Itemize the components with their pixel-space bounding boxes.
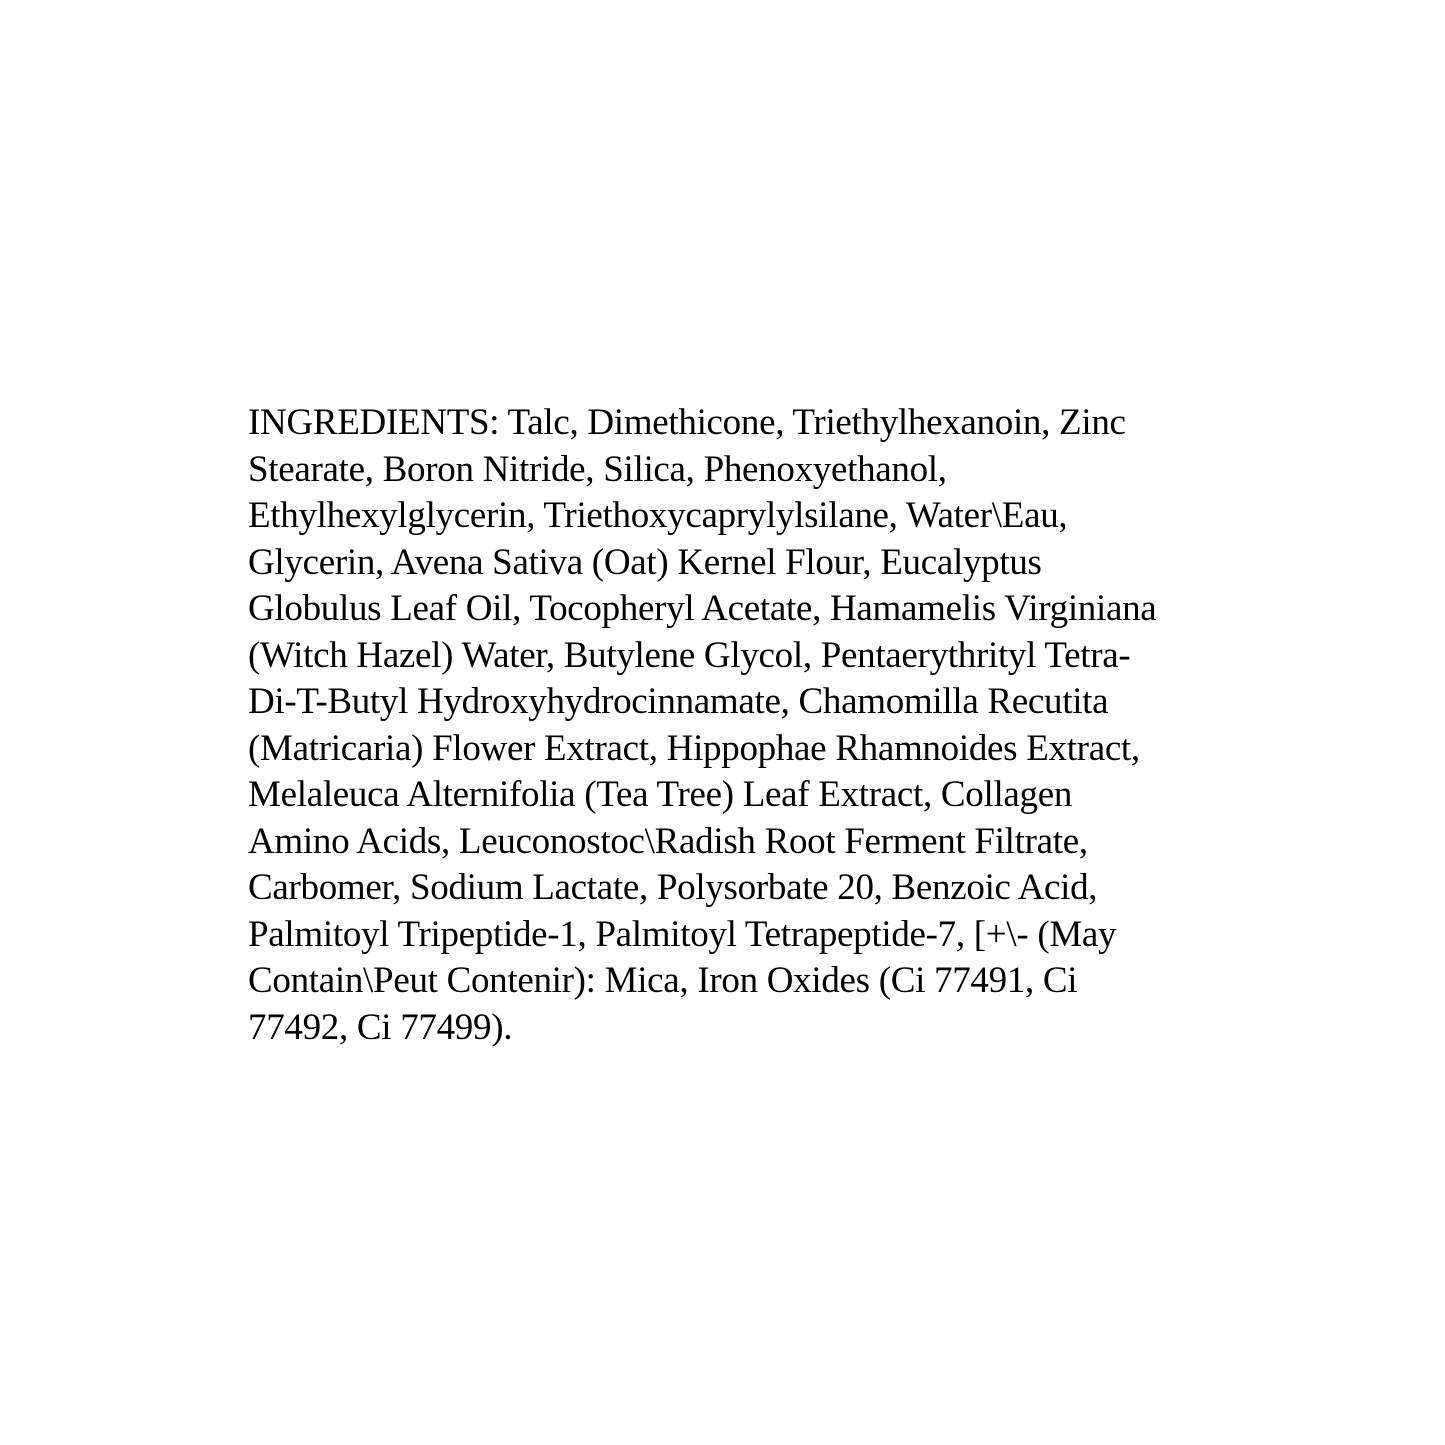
ingredients-line: Palmitoyl Tripeptide-1, Palmitoyl Tetrapeptide-7, [+\- (May — [248, 913, 1117, 955]
ingredients-line: Amino Acids, Leuconostoc\Radish Root Ferment Filtrate, — [248, 820, 1088, 862]
ingredients-line: Carbomer, Sodium Lactate, Polysorbate 20, Benzoic Acid, — [248, 867, 1098, 908]
ingredients-line: Globulus Leaf Oil, Tocopheryl Acetate, Hamamelis Virginiana — [248, 588, 1157, 629]
ingredients-text-block — [248, 400, 1228, 1051]
ingredients-line: INGREDIENTS: Talc, Dimethicone, Triethylhexanoin, Zinc — [248, 402, 1126, 443]
ingredients-line: Di-T-Butyl Hydroxyhydrocinnamate, Chamomilla Recutita — [248, 681, 1109, 722]
ingredients-line: (Witch Hazel) Water, Butylene Glycol, Pentaerythrityl Tetra- — [248, 634, 1131, 676]
ingredients-line: (Matricaria) Flower Extract, Hippophae Rhamnoides Extract, — [248, 727, 1140, 769]
ingredients-line: Contain\Peut Contenir): Mica, Iron Oxides (Ci 77491, Ci — [248, 960, 1078, 1001]
ingredients-line: Melaleuca Alternifolia (Tea Tree) Leaf Extract, Collagen — [248, 774, 1073, 815]
ingredients-line: Ethylhexylglycerin, Triethoxycaprylylsilane, Water\Eau, — [248, 495, 1068, 536]
ingredients-line: Stearate, Boron Nitride, Silica, Phenoxyethanol, — [248, 448, 947, 490]
ingredients-line: Glycerin, Avena Sativa (Oat) Kernel Flour, Eucalyptus — [248, 541, 1042, 583]
ingredients-line: 77492, Ci 77499). — [248, 1006, 513, 1048]
